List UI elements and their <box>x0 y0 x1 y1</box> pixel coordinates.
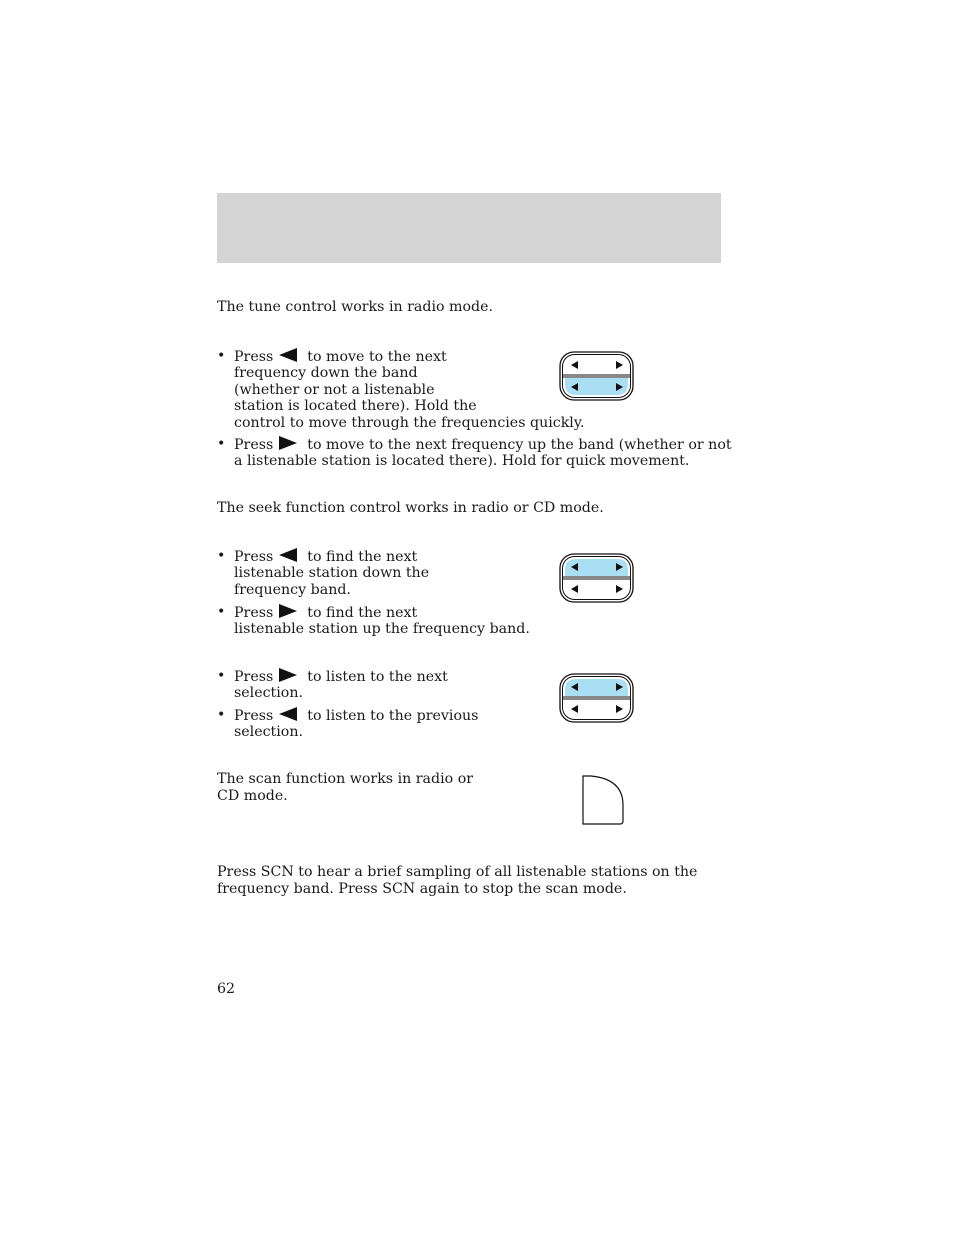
scan-button-icon <box>582 775 625 825</box>
left-arrow-icon <box>279 707 297 721</box>
left-arrow-icon <box>279 548 297 562</box>
tune-bullet-down: • Press to move to the next frequency down the band (whether or not a listenable station is located there). Hold the control to move through the frequencies quickly. <box>217 348 585 431</box>
cd-rocker-control-icon <box>559 673 634 723</box>
scan-body: Press SCN to hear a brief sampling of all listenable stations on the frequency band. Press SCN again to stop the scan mode. <box>217 864 698 897</box>
tune-rocker-control-icon <box>559 351 634 401</box>
cd-bullet-previous: • Press to listen to the previous selection. <box>217 707 479 741</box>
section-header-band <box>217 193 721 263</box>
cd-bullet-next: • Press to listen to the next selection. <box>217 668 448 702</box>
right-arrow-icon <box>279 668 297 682</box>
right-arrow-icon <box>279 604 297 618</box>
tune-bullet-up: • Press to move to the next frequency up the band (whether or not a listenable station is located there). Hold for quick movement. <box>217 436 732 470</box>
right-arrow-icon <box>279 436 297 450</box>
seek-bullet-down: • Press to find the next listenable station down the frequency band. <box>217 548 430 598</box>
seek-bullet-up: • Press to find the next listenable station up the frequency band. <box>217 604 530 638</box>
scan-intro: The scan function works in radio or CD mode. <box>217 771 474 804</box>
seek-rocker-control-icon <box>559 553 634 603</box>
page-number: 62 <box>217 981 236 997</box>
seek-intro: The seek function control works in radio or CD mode. <box>217 500 604 516</box>
tune-intro: The tune control works in radio mode. <box>217 299 494 315</box>
left-arrow-icon <box>279 348 297 362</box>
